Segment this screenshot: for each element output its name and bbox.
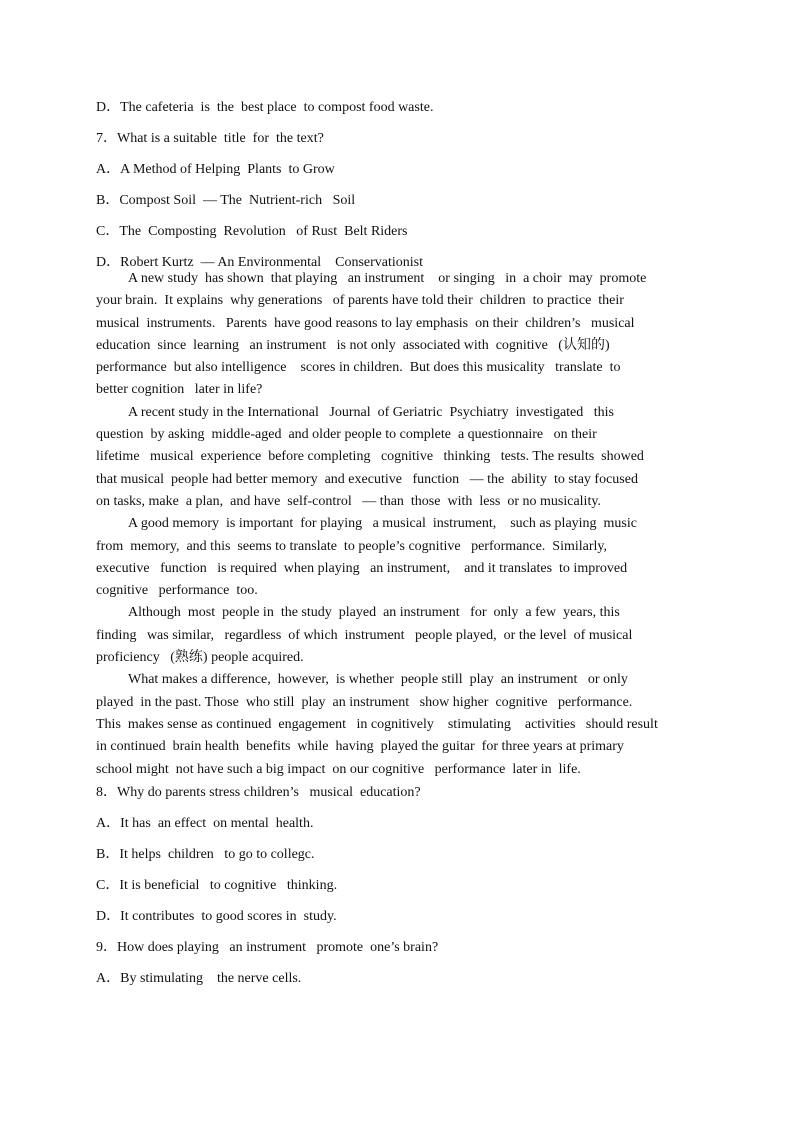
answer-option: C．It is beneficial to cognitive thinking. [96,877,338,893]
paragraph-line: question by asking middle-aged and older people to complete a questionnaire on their [96,427,597,443]
answer-option: C．The Composting Revolution of Rust Belt Riders [96,224,408,239]
paragraph-line: played in the past. Those who still play an instrument show higher cognitive performance. [96,694,633,710]
paragraph-line: lifetime musical experience before completing cognitive thinking tests. The results showed [96,449,644,465]
paragraph-line: proficiency (熟练) people acquired. [96,650,304,666]
question-stem: 8．Why do parents stress children’s musical education? [96,784,421,800]
paragraph [96,402,696,513]
question-stem: 9．How does playing an instrument promote one’s brain? [96,939,439,955]
reading-passage [96,268,696,781]
paragraph-line: in continued brain health benefits while having played the guitar for three years at primary [96,739,624,755]
answer-option: B．Compost Soil — The Nutrient-rich Soil [96,193,356,208]
paragraph [96,602,696,669]
paragraph-line: from memory, and this seems to translate to people’s cognitive performance. Similarly, [96,538,607,554]
question-7-options [96,92,696,278]
paragraph [96,268,696,402]
questions-8-9 [96,777,696,994]
answer-option: A．By stimulating the nerve cells. [96,970,302,986]
answer-option: A．It has an effect on mental health. [96,815,314,831]
paragraph-line: on tasks, make a plan, and have self-control — than those with less or no musicality. [96,493,601,509]
paragraph-line: school might not have such a big impact on our cognitive performance later in life. [96,761,581,777]
paragraph-line: This makes sense as continued engagement in cognitively stimulating activities should result [96,716,658,732]
answer-option: A．A Method of Helping Plants to Grow [96,162,335,177]
paragraph-line: Although most people in the study played an instrument for only a few years, this [128,605,620,621]
paragraph [96,513,696,602]
paragraph-line: performance but also intelligence scores in children. But does this musicality translate to [96,360,621,376]
paragraph-line: A good memory is important for playing a musical instrument, such as playing music [128,516,637,532]
answer-option: B．It helps children to go to collegc. [96,846,315,862]
paragraph-line: executive function is required when playing an instrument, and it translates to improved [96,560,628,576]
paragraph-line: A recent study in the International Journal of Geriatric Psychiatry investigated this [128,404,614,420]
paragraph-line: that musical people had better memory and executive function — the ability to stay focused [96,471,638,487]
paragraph-line: A new study has shown that playing an instrument or singing in a choir may promote [128,271,647,286]
paragraph-line: finding was similar, regardless of which instrument people played, or the level of musical [96,627,633,643]
answer-option: D．Robert Kurtz — An Environmental Conservationist [96,255,424,270]
answer-option: D．The cafeteria is the best place to compost food waste. [96,100,434,115]
paragraph-line: better cognition later in life? [96,382,263,398]
document-page [96,92,696,994]
paragraph-line: What makes a difference, however, is whether people still play an instrument or only [128,672,628,688]
paragraph-line: cognitive performance too. [96,583,258,599]
paragraph-line: your brain. It explains why generations of parents have told their children to practice their [96,293,624,309]
paragraph-line: musical instruments. Parents have good reasons to lay emphasis on their children’s musical [96,315,635,331]
question-stem: 7．What is a suitable title for the text? [96,131,324,146]
paragraph-line: education since learning an instrument is not only associated with cognitive (认知的) [96,337,610,353]
answer-option: D．It contributes to good scores in study. [96,908,337,924]
paragraph [96,669,696,780]
